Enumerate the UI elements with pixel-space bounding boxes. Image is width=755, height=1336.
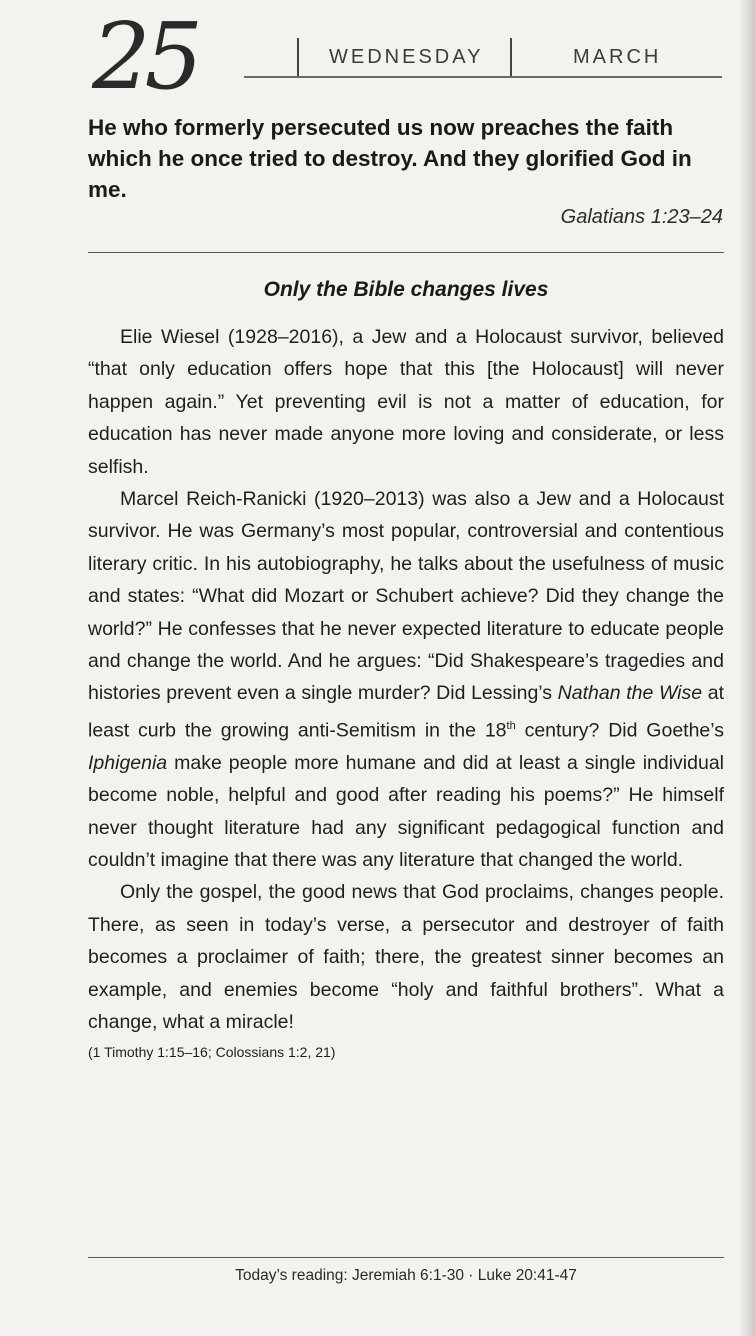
weekday-label: WEDNESDAY bbox=[329, 46, 484, 68]
header-divider-left bbox=[297, 38, 299, 76]
header-rule bbox=[244, 76, 722, 78]
section-divider bbox=[88, 252, 724, 253]
todays-reading: Today’s reading: Jeremiah 6:1-30 · Luke 20:41-47 bbox=[235, 1267, 577, 1284]
article-title: Only the Bible changes lives bbox=[263, 278, 549, 301]
article-body bbox=[88, 321, 724, 1066]
paragraph-3: Only the gospel, the good news that God proclaims, changes people. There, as seen in today’s verse, a persecutor and destroyer of faith becomes a proclaimer of faith; there, the greatest sinner becomes an example, and enemies become “holy and faithful brothers”. What a change, what a miracle! bbox=[88, 881, 724, 1034]
month-label: MARCH bbox=[573, 46, 662, 68]
daily-verse-text: He who formerly persecuted us now preaches the faith which he once tried to destroy. And they glorified God in me. bbox=[88, 115, 692, 202]
footer-divider bbox=[88, 1257, 724, 1258]
paragraph-1: Elie Wiesel (1928–2016), a Jew and a Holocaust survivor, believed “that only education offers hope that this [the Holocaust] will never happen again.” Yet preventing evil is not a matter of education, for education has never made anyone more loving and considerate, or less selfish. bbox=[88, 326, 724, 478]
paragraph-2: Marcel Reich-Ranicki (1920–2013) was also a Jew and a Holocaust survivor. He was Germany’s most popular, controversial and contentious literary critic. In his autobiography, he talks about the usefulness of music and states: “What did Mozart or Schubert achieve? Did they change the world?” He confesses that he never expected literature to educate people and change the world. And he argues: “Did Shakespeare’s tragedies and histories prevent even a single murder? Did Lessing’s Nathan the Wise at least curb the growing anti-Semitism in the 18th century? Did Goethe’s Iphigenia make people more humane and did at least a single individual become noble, helpful and good after reading his poems?” He himself never thought literature had any significant pedagogical function and couldn’t imagine that there was any literature that changed the world. bbox=[88, 488, 725, 871]
daily-verse-reference: Galatians 1:23–24 bbox=[560, 206, 723, 228]
scripture-references: (1 Timothy 1:15–16; Colossians 1:2, 21) bbox=[88, 1044, 336, 1061]
page-edge-shadow bbox=[739, 0, 755, 1336]
header-divider-right bbox=[510, 38, 512, 76]
day-number: 25 bbox=[92, 3, 198, 110]
